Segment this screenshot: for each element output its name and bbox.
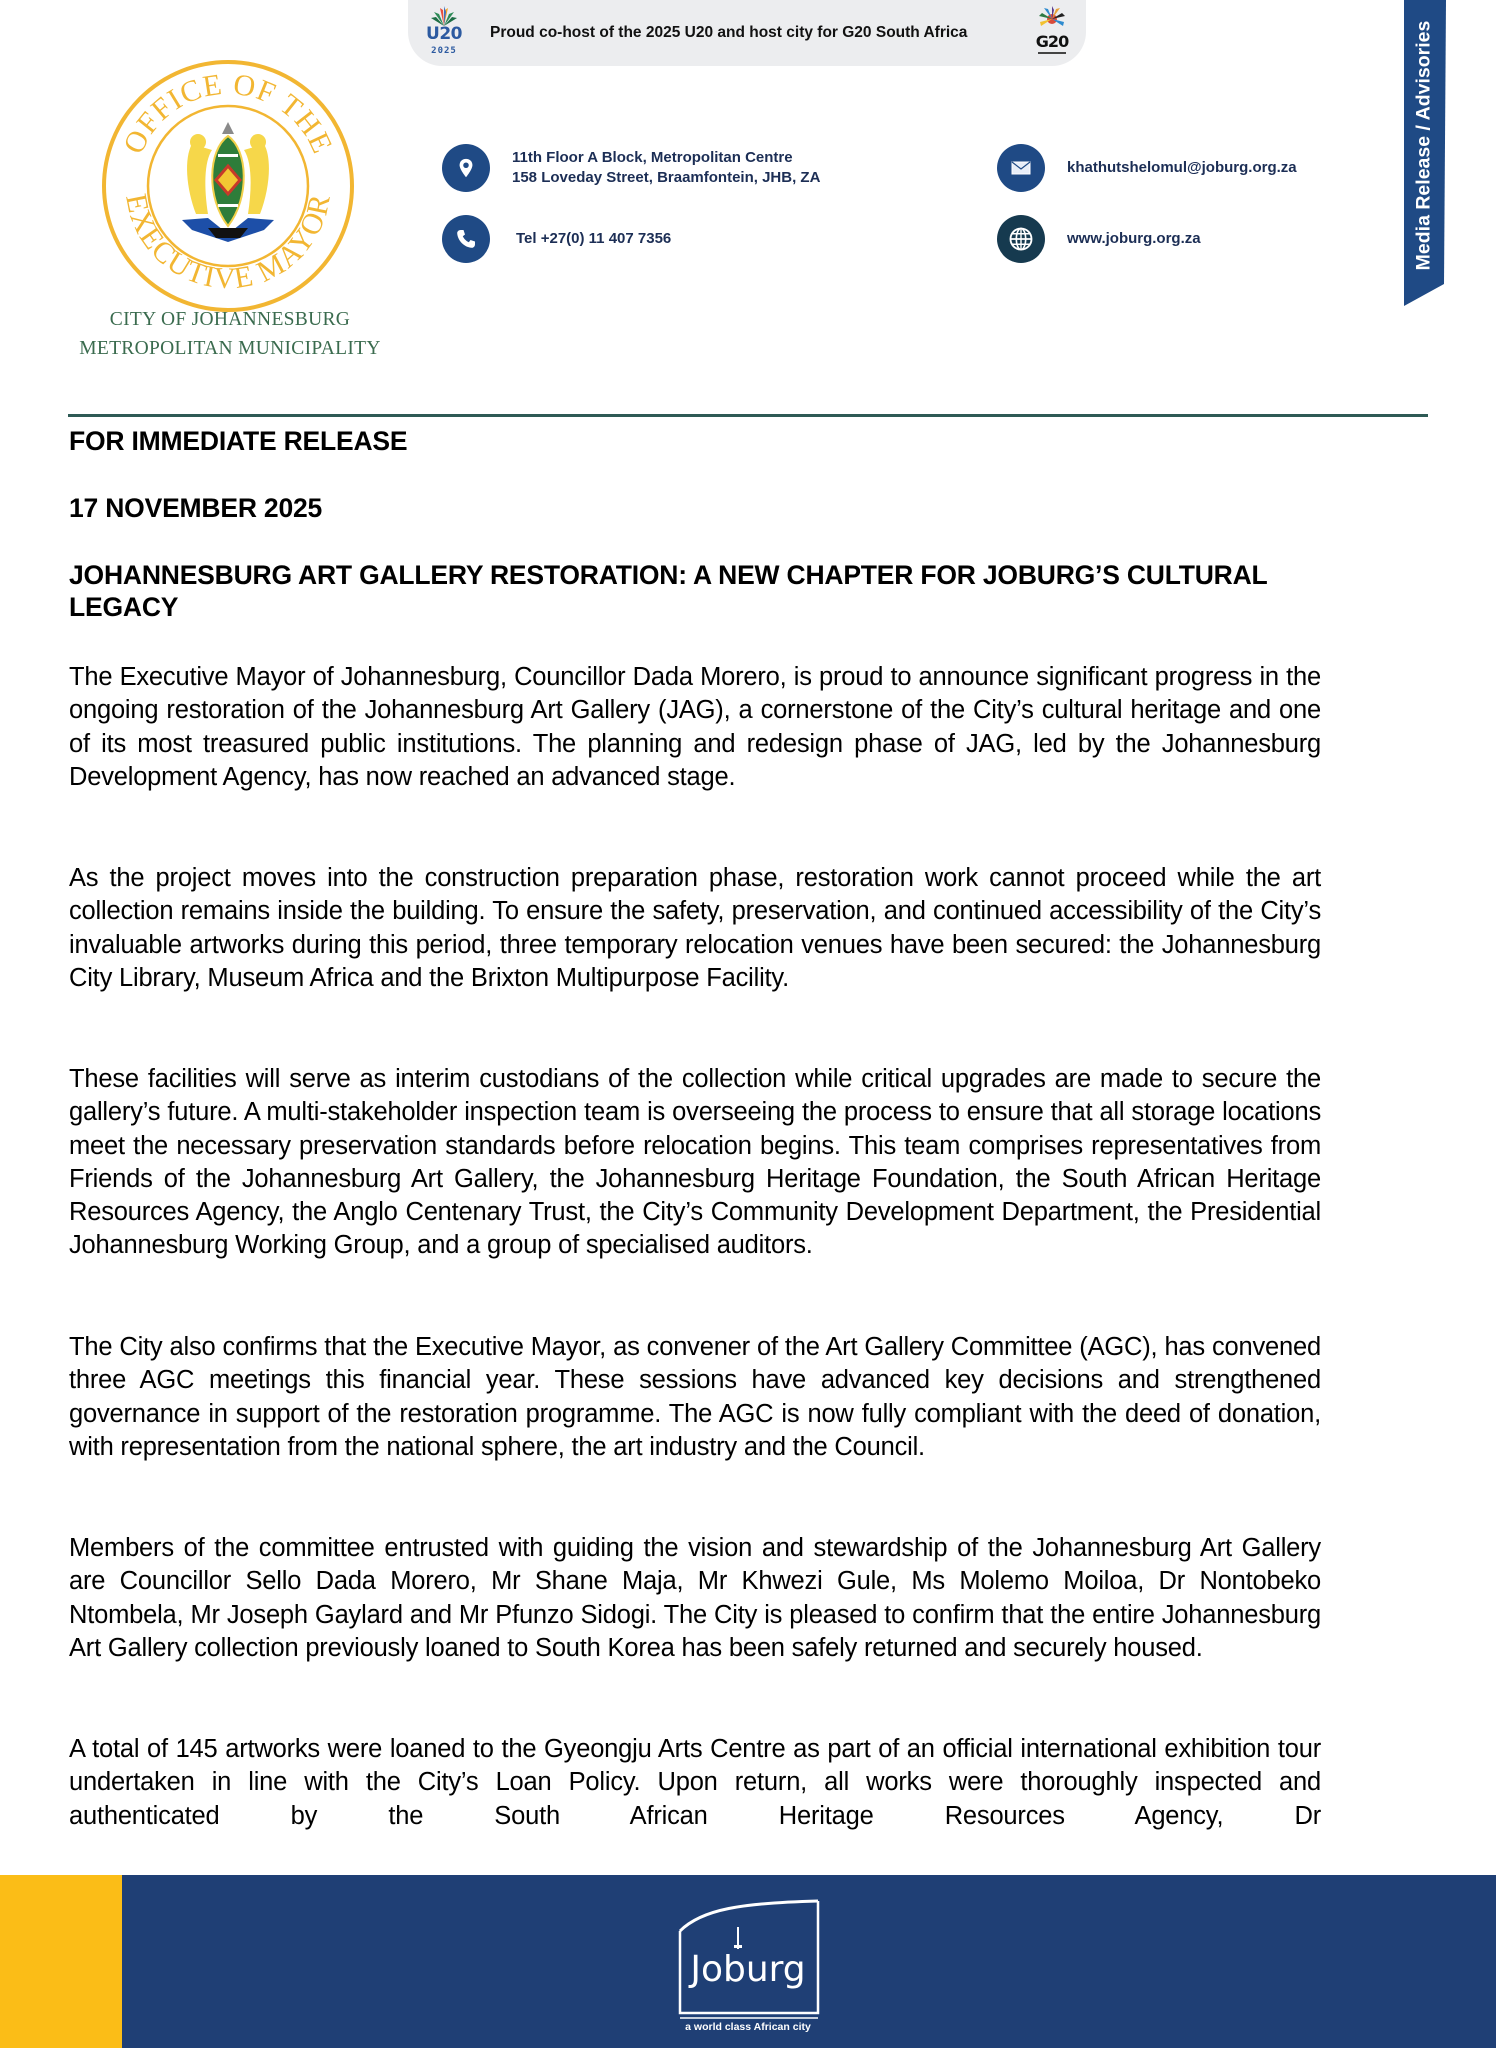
body-paragraph-5: Members of the committee entrusted with guiding the vision and stewardship of the Johannesburg Art Gallery are Councillor Sello Dada Morero, Mr Shane Maja, Mr Khwezi Gule, Ms Molemo Moiloa, Dr Nontobeko Ntombela, Mr Joseph Gaylard and Mr Pfunzo Sidogi. The City is pleased to confirm that the entire Johannesburg Art Gallery collection previously loaned to South Korea has been safely returned and securely housed. [69, 1534, 1321, 1662]
contact-address [442, 144, 820, 192]
email-link[interactable]: khathutshelomul@joburg.org.za [1067, 159, 1297, 176]
header-divider [68, 414, 1428, 417]
svg-text:Joburg: Joburg [690, 1949, 806, 1990]
contact-email [997, 144, 1297, 192]
globe-icon [997, 215, 1045, 263]
g20-flower-icon [1038, 6, 1066, 30]
executive-mayor-seal [100, 58, 356, 314]
body-paragraph-4: The City also confirms that the Executive Mayor, as convener of the Art Gallery Committee (AGC), has convened three AGC meetings this financial year. These sessions have advanced key decisions and strengthened governance in support of the restoration programme. The AGC is now fully compliant with the deed of donation, with representation from the national sphere, the art industry and the Council. [69, 1333, 1321, 1461]
city-name-line1: CITY OF JOHANNESBURG [109, 309, 351, 330]
website-link[interactable]: www.joburg.org.za [1067, 230, 1201, 247]
svg-text:EXECUTIVE MAYOR: EXECUTIVE MAYOR [119, 190, 337, 296]
address-line1: 11th Floor A Block, Metropolitan Centre [512, 149, 793, 166]
g20-label: G20 [1035, 32, 1069, 51]
body-paragraph-3: These facilities will serve as interim custodians of the collection while critical upgrades are made to secure the gallery’s future. A multi-stakeholder inspection team is overseeing the process to ensure that all storage locations meet the necessary preservation standards before relocation begins. This team comprises representatives from Friends of the Johannesburg Art Gallery, the Johannesburg Heritage Foundation, the South African Heritage Resources Agency, the Anglo Centenary Trust, the City’s Community Development Department, the Presidential Johannesburg Working Group, and a group of specialised auditors. [69, 1065, 1321, 1260]
phone-icon [442, 215, 490, 263]
city-name [55, 305, 405, 363]
footer-gold-stripe [0, 1875, 122, 2048]
joburg-logo-icon [672, 1897, 824, 2021]
contact-phone [442, 215, 671, 263]
release-date: 17 NOVEMBER 2025 [69, 493, 323, 523]
svg-text:OFFICE OF THE: OFFICE OF THE [117, 67, 340, 159]
u20-flower-icon [430, 6, 458, 26]
envelope-icon [997, 144, 1045, 192]
ribbon-label: Media Release / Advisories [1412, 20, 1435, 270]
phone-number[interactable]: Tel +27(0) 11 407 7356 [516, 230, 672, 247]
footer-tagline: a world class African city [685, 2021, 811, 2033]
banner-text: Proud co-host of the 2025 U20 and host city for G20 South Africa [490, 24, 968, 41]
address-line2: 158 Loveday Street, Braamfontein, JHB, ZA [512, 169, 821, 186]
release-title: JOHANNESBURG ART GALLERY RESTORATION: A NEW CHAPTER FOR JOBURG’S CULTURAL LEGACY [69, 560, 1268, 622]
media-release-ribbon [1402, 0, 1446, 306]
seal-emblem-icon [100, 58, 356, 314]
page-footer [0, 1875, 1496, 2048]
u20-label: U20 [426, 24, 462, 44]
u20-logo [424, 6, 464, 58]
contact-website [997, 215, 1201, 263]
cohost-banner [408, 0, 1086, 66]
body-paragraph-1: The Executive Mayor of Johannesburg, Councillor Dada Morero, is proud to announce significant progress in the ongoing restoration of the Johannesburg Art Gallery (JAG), a cornerstone of the City’s cultural heritage and one of its most treasured public institutions. The planning and redesign phase of JAG, led by the Johannesburg Development Agency, has now reached an advanced stage. [69, 663, 1321, 791]
location-pin-icon [442, 144, 490, 192]
body-paragraph-6: A total of 145 artworks were loaned to the Gyeongju Arts Centre as part of an official international exhibition tour undertaken in line with the City’s Loan Policy. Upon return, all works were thoroughly inspected and authenticated by the South African Heritage Resources Agency, Dr [69, 1735, 1321, 1830]
release-label: FOR IMMEDIATE RELEASE [69, 426, 408, 456]
u20-year: 2025 [431, 46, 457, 56]
g20-subline [1038, 52, 1066, 54]
body-paragraph-2: As the project moves into the construction preparation phase, restoration work cannot proceed while the art collection remains inside the building. To ensure the safety, preservation, and continued accessibility of the City’s invaluable artworks during this period, three temporary relocation venues have been secured: the Johannesburg City Library, Museum Africa and the Brixton Multipurpose Facility. [69, 864, 1321, 992]
city-name-line2: METROPOLITAN MUNICIPALITY [79, 338, 381, 359]
g20-logo [1032, 6, 1072, 58]
